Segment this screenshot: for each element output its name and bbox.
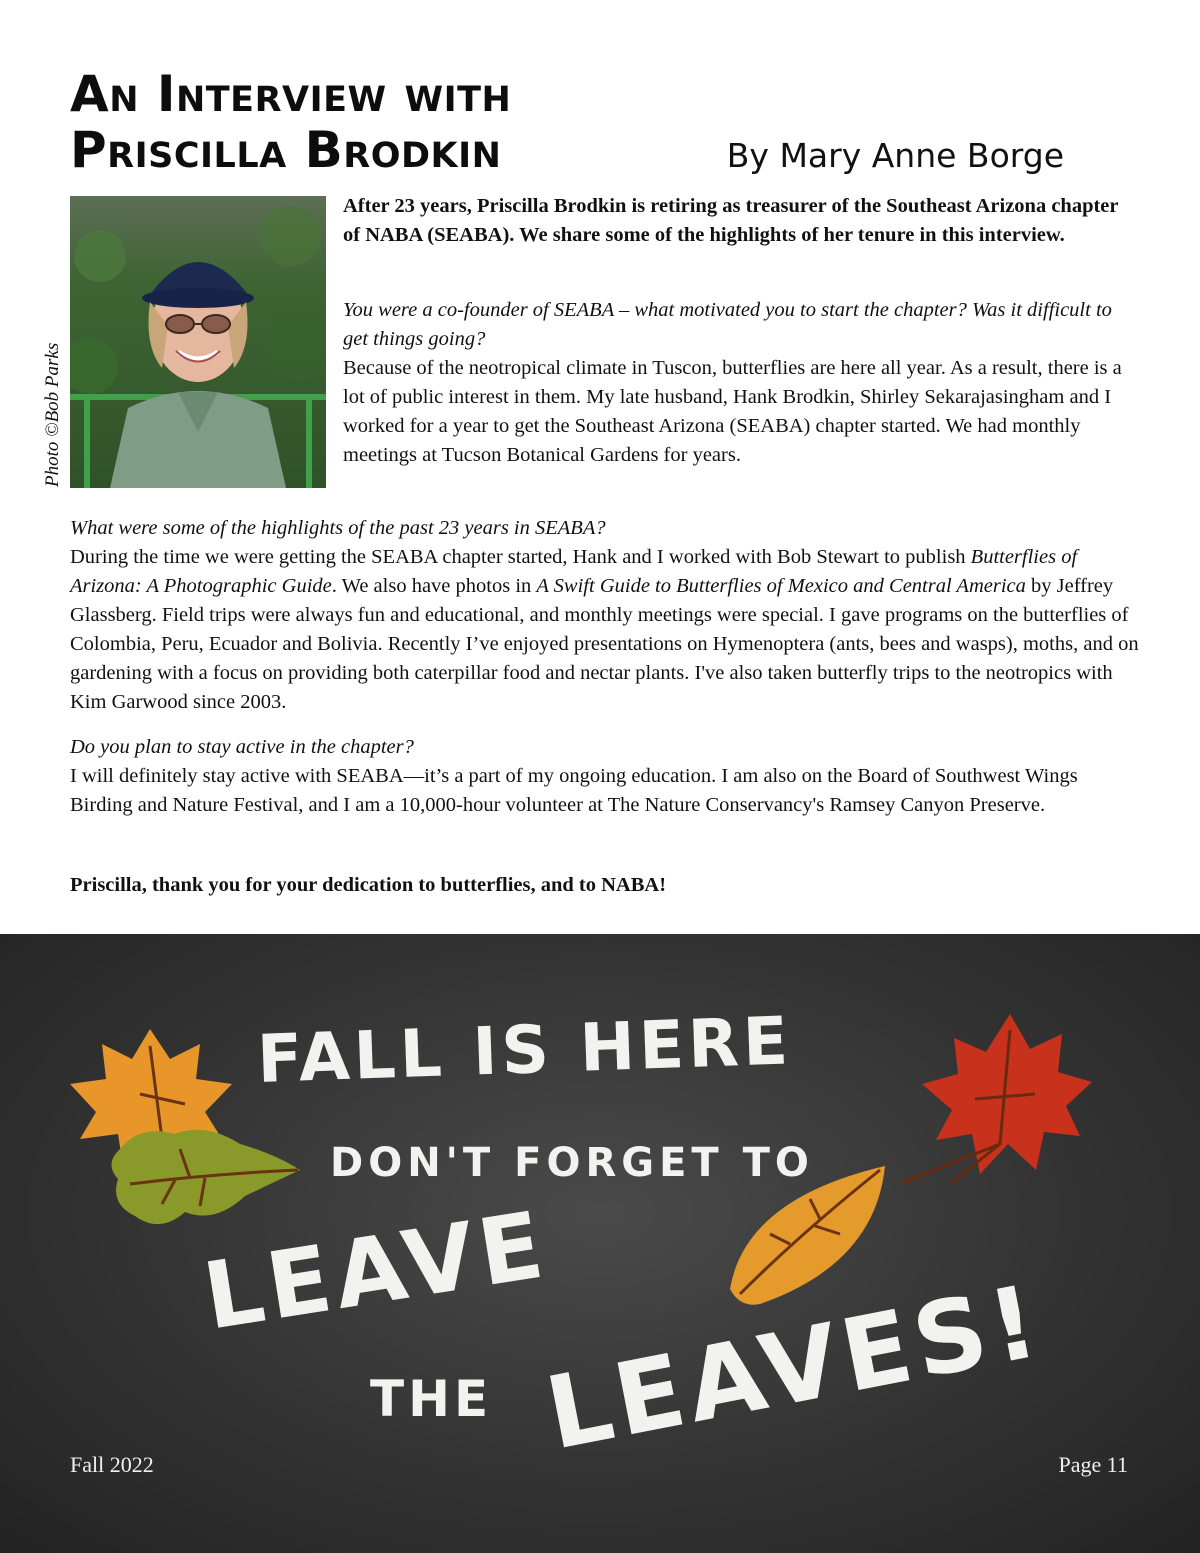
answer-3: I will definitely stay active with SEABA—it’s a part of my ongoing education. I am also on the Board of Southwest Wings Birding and Nature Festival, and I am a 10,000-hour volunteer at The Nature Conservancy's Ramsey Canyon Preserve. <box>70 765 1078 816</box>
question-1: You were a co-founder of SEABA – what motivated you to start the chapter? Was it difficult to get things going? <box>343 299 1112 350</box>
poster-line-1: FALL IS HERE <box>255 1002 794 1098</box>
answer-1: Because of the neotropical climate in Tuscon, butterflies are here all year. As a result, there is a lot of public interest in them. My late husband, Hank Brodkin, Shirley Sekarajasingham and I worked for a year to get the Southeast Arizona (SEABA) chapter started. We had monthly meetings at Tucson Botanical Gardens for years. <box>343 357 1122 466</box>
poster-line-4: THE <box>370 1370 493 1428</box>
poster-line-2: DON'T FORGET TO <box>330 1140 814 1186</box>
title-line-1: An Interview with <box>70 65 512 123</box>
oak-leaf-green <box>111 1130 300 1224</box>
question-2: What were some of the highlights of the past 23 years in SEABA? <box>70 517 606 539</box>
answer-2-text-2: . We also have photos in <box>331 575 537 597</box>
answer-2-text-1: During the time we were getting the SEABA chapter started, Hank and I worked with Bob Stewart to publish <box>70 546 971 568</box>
answer-2-text-3: by Jeffrey Glassberg. Field trips were always fun and educational, and monthly meetings were special. I gave programs on the butterflies of Colombia, Peru, Ecuador and Bolivia. Recently I’ve enjoyed presentations on Hymenoptera (ants, bees and wasps), moths, and on gardening with a focus on providing both caterpillar food and nectar plants. I've also taken butterfly trips to the neotropics with Kim Garwood since 2003. <box>70 575 1139 713</box>
portrait-illustration <box>70 196 326 488</box>
poster-artwork <box>0 934 1200 1553</box>
book-title-2: A Swift Guide to Butterflies of Mexico and Central America <box>536 575 1026 597</box>
photo-credit: Photo ©Bob Parks <box>42 342 63 487</box>
question-3: Do you plan to stay active in the chapter? <box>70 736 414 758</box>
issue-label: Fall 2022 <box>70 1452 154 1477</box>
book-title-1: Butterflies of Arizona: A Photographic Guide <box>70 546 1078 597</box>
page-number: Page 11 <box>1058 1452 1128 1477</box>
maple-leaf-red <box>900 1014 1092 1184</box>
closing-thanks: Priscilla, thank you for your dedication to butterflies, and to NABA! <box>70 874 667 896</box>
leave-the-leaves-poster <box>0 934 1200 1553</box>
poster-line-5: LEAVES! <box>537 1262 1052 1473</box>
byline: By Mary Anne Borge <box>726 136 1064 175</box>
answer-2 <box>70 543 1140 717</box>
article-title <box>70 66 511 178</box>
portrait-photo <box>70 196 326 488</box>
intro-paragraph: After 23 years, Priscilla Brodkin is retiring as treasurer of the Southeast Arizona chapter of NABA (SEABA). We share some of the highlights of her tenure in this interview. <box>343 195 1119 246</box>
poster-line-3: LEAVE <box>196 1191 555 1351</box>
title-line-2: Priscilla Brodkin <box>70 121 502 179</box>
oval-leaf-orange <box>730 1166 885 1305</box>
